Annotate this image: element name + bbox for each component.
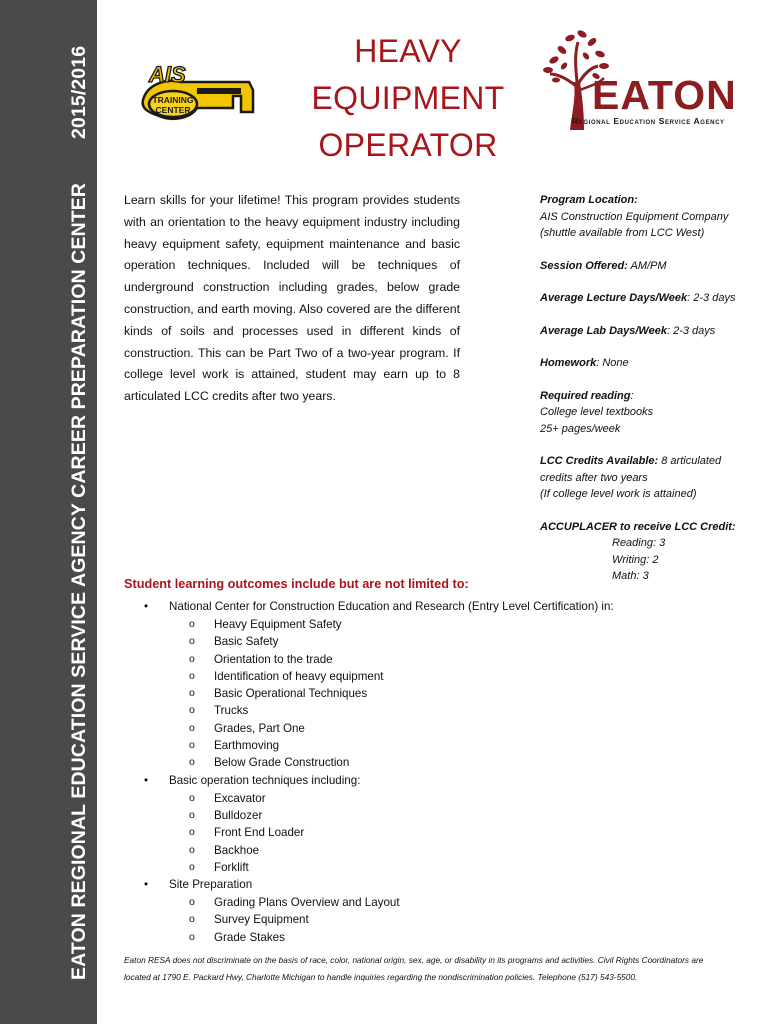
- outcome-group-label: Basic operation techniques including:: [169, 773, 361, 787]
- outcome-item: Grades, Part One: [214, 721, 305, 735]
- list-item: [142, 790, 742, 807]
- list-item: [142, 859, 742, 876]
- title-line-1: HEAVY: [354, 33, 462, 69]
- list-item: [142, 929, 742, 946]
- outcome-item: Excavator: [214, 791, 266, 805]
- sidebar-year: 2015/2016: [67, 45, 90, 139]
- circle-bullet-icon: o: [189, 669, 195, 682]
- circle-bullet-icon: o: [189, 808, 195, 821]
- score-writing: Writing: 2: [612, 553, 659, 566]
- circle-bullet-icon: o: [189, 704, 195, 717]
- circle-bullet-icon: o: [189, 826, 195, 839]
- list-item: [142, 702, 742, 719]
- list-item: [142, 824, 742, 841]
- circle-bullet-icon: o: [189, 860, 195, 873]
- sidebar-vertical-text: [61, 0, 97, 1024]
- outcome-item: Basic Safety: [214, 635, 279, 649]
- score-reading: Reading: 3: [612, 537, 666, 549]
- circle-bullet-icon: o: [189, 739, 195, 752]
- homework-label: Homework: [540, 357, 597, 369]
- ais-logo-training: TRAINING: [152, 95, 194, 105]
- circle-bullet-icon: o: [189, 791, 195, 804]
- list-item: [142, 911, 742, 928]
- circle-bullet-icon: o: [189, 721, 195, 734]
- reading-line-1: College level textbooks: [540, 406, 654, 418]
- outcomes-heading: Student learning outcomes include but are not limited to:: [124, 577, 469, 591]
- location-label: Program Location:: [540, 194, 638, 206]
- circle-bullet-icon: o: [189, 843, 195, 856]
- score-math: Math: 3: [612, 570, 649, 582]
- program-info-panel: [540, 192, 760, 585]
- circle-bullet-icon: o: [189, 896, 195, 909]
- ais-training-center-logo: [137, 60, 257, 128]
- outcome-group-label: Site Preparation: [169, 878, 253, 892]
- credits-label: LCC Credits Available:: [540, 455, 659, 467]
- page-title: [285, 28, 531, 169]
- eaton-logo-subtitle: Regional Education Service Agency: [572, 116, 725, 126]
- credits-value: 8 articulated: [658, 455, 722, 467]
- list-item: [142, 651, 742, 668]
- lab-label: Average Lab Days/Week: [540, 324, 667, 337]
- list-item: [142, 598, 742, 616]
- session-value: AM/PM: [627, 259, 667, 272]
- bullet-icon: •: [144, 600, 149, 613]
- outcome-item: Backhoe: [214, 843, 260, 857]
- homework-value: : None: [596, 357, 629, 369]
- outcome-item: Trucks: [214, 704, 249, 718]
- outcome-item: Orientation to the trade: [214, 652, 333, 666]
- list-item: [142, 668, 742, 685]
- location-line-2: (shuttle available from LCC West): [540, 227, 705, 239]
- outcome-item: Grade Stakes: [214, 930, 285, 944]
- reading-label: Required reading: [540, 389, 631, 402]
- credits-line-3: (If college level work is attained): [540, 488, 697, 500]
- ais-logo-center: CENTER: [155, 105, 191, 115]
- program-description: Learn skills for your lifetime! This program provides students with an orientation to the heavy equipment industry including heavy equipment safety, equipment maintenance and basic operation techniques. Included will be techniques of underground construction including grades, below grade construction, and earth moving. Also covered are the different kinds of soils and processes used in different kinds of construction. This can be Part Two of a two-year program. If college level work is attained, student may earn up to 8 articulated LCC credits after two years.: [124, 193, 460, 404]
- list-item: [142, 842, 742, 859]
- outcome-item: Front End Loader: [214, 826, 305, 840]
- lecture-label: Average Lecture Days/Week: [540, 292, 688, 304]
- accuplacer-label: ACCUPLACER to receive LCC Credit:: [540, 520, 736, 533]
- outcome-item: Grading Plans Overview and Layout: [214, 896, 400, 910]
- lecture-value: : 2-3 days: [687, 292, 736, 304]
- outcome-item: Below Grade Construction: [214, 756, 350, 770]
- outcome-item: Survey Equipment: [214, 913, 309, 927]
- list-item: [142, 685, 742, 702]
- list-item: [142, 807, 742, 824]
- outcome-item: Basic Operational Techniques: [214, 687, 368, 701]
- list-item: [142, 754, 742, 771]
- outcome-item: Identification of heavy equipment: [214, 669, 384, 683]
- list-item: [142, 737, 742, 754]
- nondiscrimination-footer: Eaton RESA does not discriminate on the basis of race, color, national origin, sex, age, or disability in its programs and activities. Civil Rights Coordinators are located at 1790 E. Packard Hwy, Charlotte Michigan to handle inquiries regarding the nondiscrimination policies. Telephone (517) 543-5500.: [124, 955, 704, 982]
- list-item: [142, 876, 742, 894]
- outcomes-list: [142, 598, 742, 946]
- session-label: Session Offered:: [540, 259, 628, 272]
- outcome-item: Heavy Equipment Safety: [214, 618, 342, 631]
- circle-bullet-icon: o: [189, 913, 195, 926]
- list-item: [142, 633, 742, 650]
- bullet-icon: •: [144, 878, 149, 892]
- sidebar-org-name: EATON REGIONAL EDUCATION SERVICE AGENCY CAREER PREPARATION CENTER: [67, 182, 90, 980]
- eaton-logo-word: EATON: [592, 72, 737, 118]
- ais-logo-text: AIS: [149, 62, 186, 87]
- reading-colon: :: [630, 389, 634, 402]
- circle-bullet-icon: o: [189, 652, 195, 665]
- sidebar-banner: [0, 0, 97, 1024]
- lab-value: : 2-3 days: [666, 324, 716, 337]
- credits-line-2: credits after two years: [540, 471, 648, 484]
- outcome-item: Earthmoving: [214, 739, 280, 753]
- circle-bullet-icon: o: [189, 618, 195, 630]
- list-item: [142, 616, 742, 633]
- location-line-1: AIS Construction Equipment Company: [540, 210, 729, 223]
- list-item: [142, 772, 742, 790]
- title-line-2: EQUIPMENT: [311, 80, 505, 116]
- circle-bullet-icon: o: [189, 635, 195, 648]
- circle-bullet-icon: o: [189, 756, 195, 769]
- circle-bullet-icon: o: [189, 930, 195, 943]
- outcome-item: Bulldozer: [214, 808, 263, 822]
- title-line-3: OPERATOR: [318, 127, 498, 163]
- list-item: [142, 894, 742, 911]
- bullet-icon: •: [144, 773, 149, 787]
- circle-bullet-icon: o: [189, 687, 195, 700]
- reading-line-2: 25+ pages/week: [540, 422, 621, 435]
- list-item: [142, 720, 742, 737]
- outcome-item: Forklift: [214, 860, 249, 874]
- outcome-group-label: National Center for Construction Education and Research (Entry Level Certification) in:: [169, 600, 614, 613]
